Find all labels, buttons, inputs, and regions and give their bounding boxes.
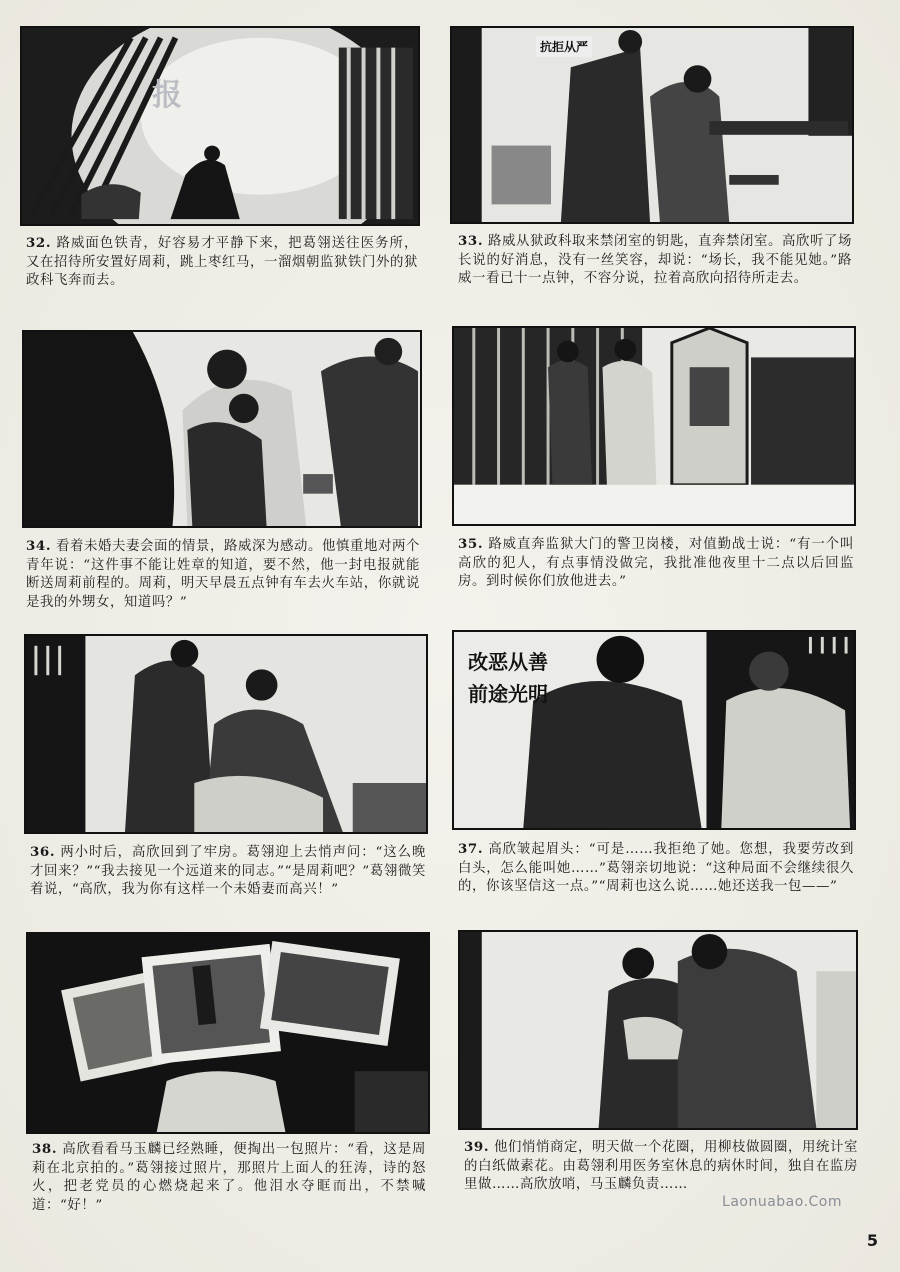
guard-tower-gate-drawing <box>454 328 854 524</box>
panel-39-caption <box>464 1138 858 1195</box>
panel-32-art-text: 报 <box>152 78 182 113</box>
panel-35-number: 35. <box>458 536 484 552</box>
panel-37-caption <box>458 840 854 897</box>
cell-conversation-drawing <box>26 636 426 832</box>
panel-39-caption-text: 他们悄悄商定，明天做一个花圈，用柳枝做圆圈，用统计室的白纸做素花。由葛翎利用医务室休息的病休时间，独自在监房里做……高欣放哨，马玉麟负责…… <box>464 1140 858 1193</box>
panel-36-illustration <box>24 634 428 834</box>
panel-38-caption <box>32 1140 426 1215</box>
secret-plan-drawing <box>460 932 856 1128</box>
panel-32-caption <box>26 234 418 291</box>
page-number: 5 <box>866 1231 878 1250</box>
panel-39-number: 39. <box>464 1139 490 1155</box>
panel-36-caption <box>30 843 426 900</box>
panel-33-caption <box>458 232 852 289</box>
panel-32-illustration <box>20 26 420 226</box>
panel-35-caption-text: 路威直奔监狱大门的警卫岗楼，对值勤战士说：“有一个叫高欣的犯人，有点事情没做完，我批准他夜里十二点以后回监房。到时候你们放他进去。” <box>458 537 854 590</box>
panel-38-caption-text: 高欣看看马玉麟已经熟睡，便掏出一包照片：“看，这是周莉在北京拍的。”葛翎接过照片，那照片上面人的狂涛，诗的怒火，把老党员的心燃烧起来了。他泪水夺眶而出，不禁喊道：“好！” <box>32 1142 426 1213</box>
panel-37-illustration <box>452 630 856 830</box>
panel-34-number: 34. <box>26 538 52 554</box>
photographs-in-hand-drawing <box>28 934 428 1132</box>
panel-32-caption-text: 路威面色铁青，好容易才平静下来，把葛翎送往医务所，又在招待所安置好周莉，跳上枣红马，一溜烟朝监狱铁门外的狱政科飞奔而去。 <box>26 236 419 289</box>
panel-36-number: 36. <box>30 844 56 860</box>
panel-35-illustration <box>452 326 856 526</box>
site-watermark: Laonuabao.Com <box>722 1194 842 1210</box>
panel-34-illustration <box>22 330 422 528</box>
panel-36-caption-text: 两小时后，高欣回到了牢房。葛翎迎上去悄声问：“这么晚才回来？”“我去接见一个远道来的同志。”“是周莉吧？”葛翎微笑着说，“高欣，我为你有这样一个未婚妻而高兴！” <box>30 845 426 898</box>
panel-37-slogan-line2: 前途光明 <box>468 682 548 706</box>
prison-gate-horse-drawing <box>22 28 418 224</box>
panel-32-number: 32. <box>26 235 52 251</box>
panel-39-illustration <box>458 930 858 1130</box>
panel-34-caption <box>26 537 420 612</box>
panel-35-caption <box>458 535 854 592</box>
panel-37-number: 37. <box>458 841 484 857</box>
panel-38-number: 38. <box>32 1141 58 1157</box>
panel-34-caption-text: 看着未婚夫妻会面的情景，路威深为感动。他慎重地对两个青年说：“这件事不能让姓章的知道，要不然，他一封电报就能断送周莉前程的。周莉，明天早晨五点钟有车去火车站，你就说是我的外甥女，知道吗？” <box>26 539 420 610</box>
panel-37-slogan-line1: 改恶从善 <box>468 650 548 674</box>
panel-33-wall-slogan: 抗拒从严 <box>536 36 592 57</box>
solitary-cell-drawing <box>452 28 852 222</box>
panel-37-caption-text: 高欣皱起眉头：“可是……我拒绝了她。您想，我要劳改到白头，怎么能叫她……”葛翎亲切地说：“这种局面不会继续很久的，你该坚信这一点。”“周莉也这么说……她还送我一包——” <box>458 842 854 895</box>
panel-33-caption-text: 路威从狱政科取来禁闭室的钥匙，直奔禁闭室。高欣听了场长说的好消息，没有一丝笑容，却说：“场长，我不能见她。”路威一看已十一点钟，不容分说，拉着高欣向招待所走去。 <box>458 234 852 287</box>
panel-33-illustration <box>450 26 854 224</box>
panel-38-illustration <box>26 932 430 1134</box>
couple-embrace-drawing <box>24 332 420 526</box>
panel-33-number: 33. <box>458 233 484 249</box>
